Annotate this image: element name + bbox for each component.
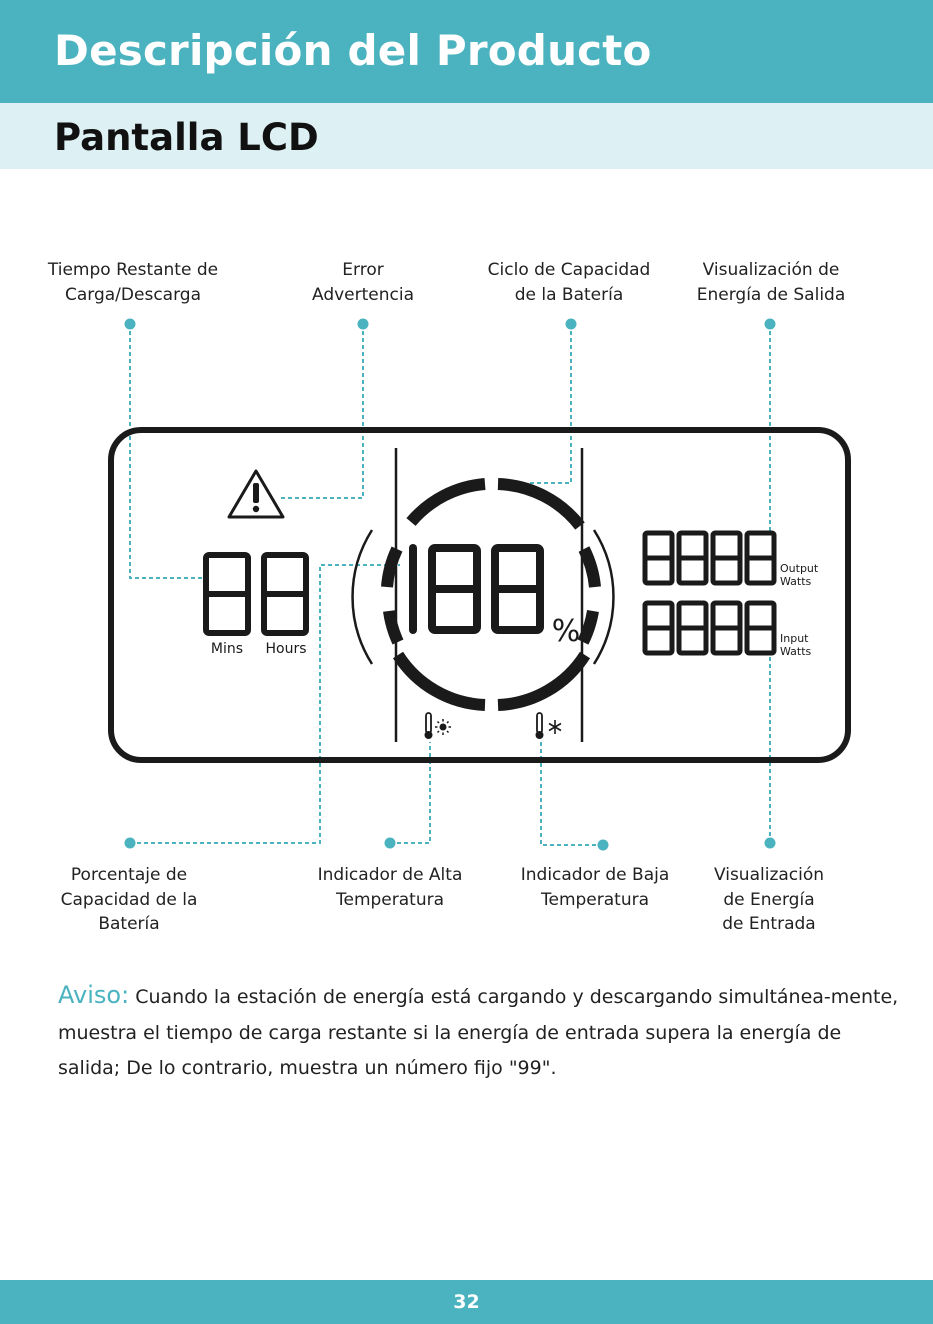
callout-line: Carga/Descarga (65, 284, 201, 305)
callout-line: Error (342, 260, 384, 280)
leader-line-error (278, 324, 363, 498)
input-unit: Watts (780, 645, 812, 658)
high-temp-icon (425, 713, 452, 739)
mins-label: Mins (210, 641, 244, 657)
leader-lines (130, 324, 770, 845)
page-number: 32 (453, 1291, 480, 1313)
callout-line: de la Batería (514, 284, 624, 305)
output-watts-digits (645, 533, 774, 583)
time-digits (206, 555, 306, 633)
callout-line: de Energía (723, 889, 815, 910)
output-label: Output (780, 562, 819, 575)
input-label: Input (780, 632, 809, 645)
callout-line: Temperatura (335, 889, 445, 910)
page-footer (0, 1280, 933, 1324)
callout-line: Energía de Salida (696, 284, 846, 305)
callout-line: Temperatura (540, 889, 650, 910)
notice-lead: Aviso: (58, 981, 130, 1009)
low-temp-icon (536, 713, 562, 739)
callout-line: Tiempo Restante de (47, 260, 219, 280)
hours-label: Hours (265, 641, 307, 657)
callout-line: de Entrada (722, 914, 816, 934)
leader-line-cycle (528, 324, 571, 483)
leader-line-time (130, 324, 208, 578)
callout-line: Capacidad de la (60, 889, 198, 910)
callout-line: Batería (98, 914, 160, 934)
callout-line: Visualización de (702, 260, 840, 280)
section-title: Pantalla LCD (54, 116, 319, 159)
output-unit: Watts (780, 575, 812, 588)
percentage-digits (413, 548, 540, 630)
notice-text: Cuando la estación de energía está cargando y descargando simultánea-mente, muestra el tiempo de carga restante si la energía de entrada supera la energía de salida; De lo contrario, muestra un número fijo "99". (58, 986, 899, 1079)
warning-icon (229, 471, 283, 517)
notice-paragraph (58, 978, 908, 1087)
callout-line: Indicador de Baja (520, 865, 670, 885)
callout-line: Indicador de Alta (317, 865, 463, 885)
leader-dots (125, 319, 776, 851)
callout-line: Porcentaje de (70, 865, 188, 885)
page-title: Descripción del Producto (54, 26, 652, 75)
callout-line: Visualización (713, 865, 825, 885)
input-watts-digits (645, 603, 774, 653)
percent-symbol: % (551, 614, 581, 649)
callout-line: Advertencia (311, 284, 415, 305)
callout-line: Ciclo de Capacidad (487, 260, 651, 280)
